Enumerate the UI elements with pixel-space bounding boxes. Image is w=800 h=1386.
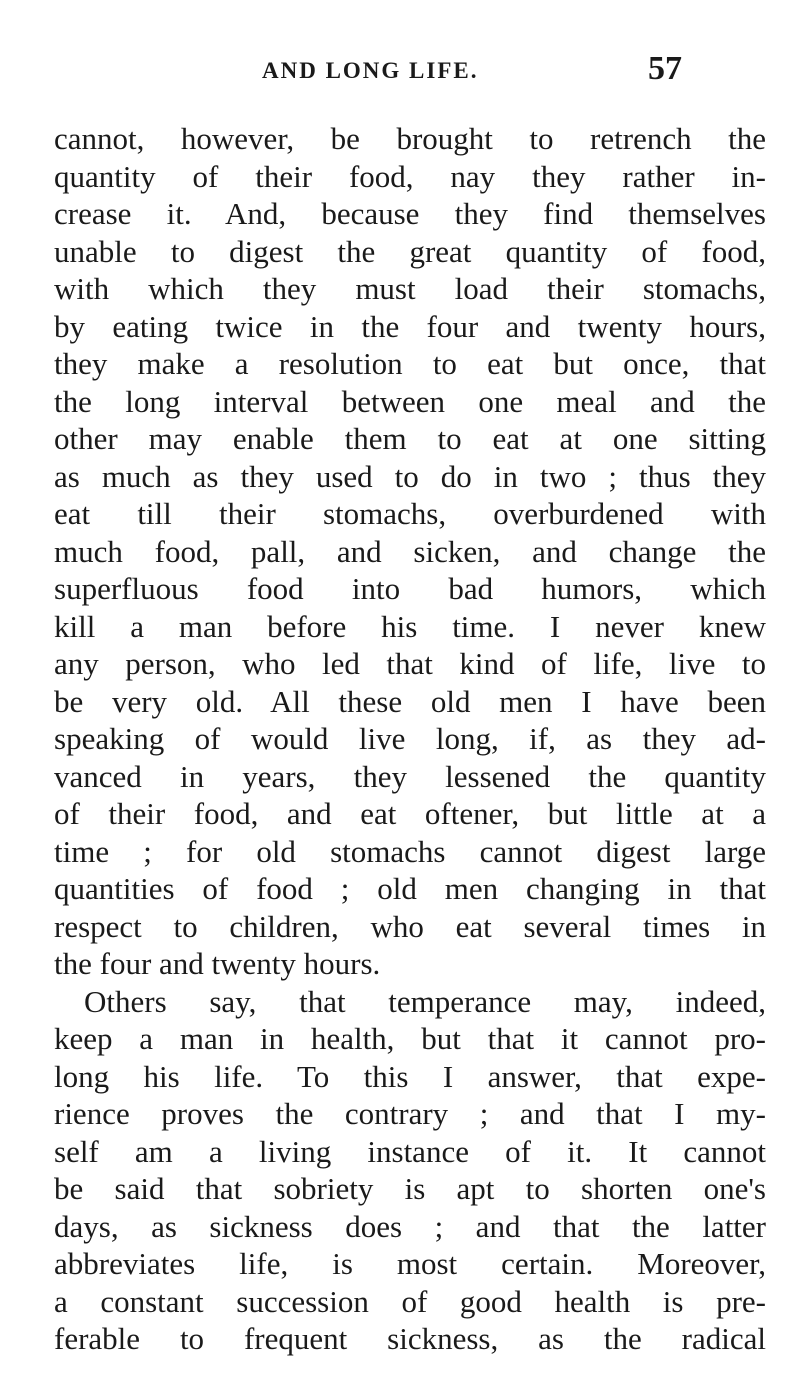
- text-line: eat till their stomachs, overburdened with: [54, 496, 766, 531]
- text-line: of their food, and eat oftener, but little at a: [54, 796, 766, 831]
- body-text: [54, 120, 766, 1358]
- text-line: speaking of would live long, if, as they ad-: [54, 721, 766, 756]
- text-line: any person, who led that kind of life, live to: [54, 646, 766, 681]
- text-line: ferable to frequent sickness, as the radical: [54, 1321, 766, 1356]
- text-line: abbreviates life, is most certain. Moreover,: [54, 1246, 766, 1281]
- text-line: time ; for old stomachs cannot digest large: [54, 833, 766, 869]
- text-line: rience proves the contrary ; and that I my-: [54, 1096, 766, 1131]
- text-line: be said that sobriety is apt to shorten one's: [54, 1171, 766, 1206]
- text-line: long his life. To this I answer, that expe-: [54, 1058, 766, 1094]
- running-head: AND LONG LIFE.: [262, 58, 479, 83]
- text-line: quantity of their food, nay they rather in-: [54, 158, 766, 194]
- text-line: kill a man before his time. I never knew: [54, 608, 766, 644]
- text-line: be very old. All these old men I have been: [54, 683, 766, 719]
- text-line: with which they must load their stomachs,: [54, 271, 766, 306]
- text-line: cannot, however, be brought to retrench the: [54, 121, 766, 156]
- text-line: other may enable them to eat at one sitting: [54, 421, 766, 456]
- text-line: quantities of food ; old men changing in that: [54, 871, 766, 906]
- text-line: a constant succession of good health is pre-: [54, 1283, 766, 1319]
- page-number: 57: [648, 50, 682, 87]
- text-line: the long interval between one meal and the: [54, 383, 766, 419]
- text-line: respect to children, who eat several times in: [54, 908, 766, 944]
- paragraph-end-line: the four and twenty hours.: [54, 946, 381, 981]
- page-header: [0, 50, 800, 90]
- paragraph-start-line: Others say, that temperance may, indeed,: [84, 983, 766, 1019]
- text-line: much food, pall, and sicken, and change the: [54, 533, 766, 569]
- text-line: vanced in years, they lessened the quantity: [54, 758, 766, 794]
- text-line: unable to digest the great quantity of food,: [54, 233, 766, 269]
- text-line: they make a resolution to eat but once, that: [54, 346, 766, 381]
- text-line: as much as they used to do in two ; thus they: [54, 458, 766, 494]
- text-line: self am a living instance of it. It cannot: [54, 1133, 766, 1169]
- text-line: days, as sickness does ; and that the latter: [54, 1208, 766, 1244]
- text-line: crease it. And, because they find themselves: [54, 196, 766, 231]
- text-line: keep a man in health, but that it cannot pro-: [54, 1021, 766, 1056]
- text-line: superfluous food into bad humors, which: [54, 571, 766, 606]
- text-line: by eating twice in the four and twenty hours,: [54, 308, 766, 344]
